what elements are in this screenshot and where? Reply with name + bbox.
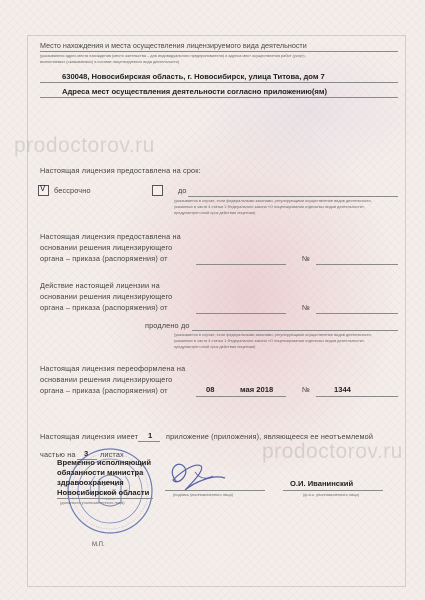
address-fine-print-1: (указываются адрес места нахождения (место жительства – для индивидуального предпринимателя) и адреса мест осуществления работ (услуг),: [40, 53, 306, 58]
sheets-count: 3: [84, 449, 89, 458]
address-fine-print-2: выполняемых (оказываемых) в составе лицензируемого вида деятельности): [40, 59, 180, 64]
reissued-date-line: [196, 396, 286, 397]
extended-number-sign: №: [302, 303, 310, 312]
name-caption: (ф.и.о. уполномоченного лица): [303, 492, 359, 497]
option-indefinite: бессрочно: [54, 186, 91, 195]
granted-number-sign: №: [302, 254, 310, 263]
signature-caption: (подпись уполномоченного лица): [173, 492, 233, 497]
appendix-count: 1: [148, 431, 153, 440]
granted-line-2: основании решения лицензирующего: [40, 243, 173, 252]
appendix-count-line: [138, 441, 160, 442]
extended-date-line: [196, 313, 286, 314]
term-fine-print-3: предусмотрен иной срок действия лицензии): [174, 210, 256, 215]
term-fine-print-2: указанных в части 4 статьи 1 Федерального закона «О лицензировании отдельных видов деятельности»,: [174, 204, 366, 209]
reissued-day: 08: [206, 385, 215, 394]
extended-fine-print-2: указанных в части 4 статьи 1 Федерального закона «О лицензировании отдельных видов деятельности»,: [174, 338, 366, 343]
until-checkbox: [152, 185, 163, 196]
granted-line-1: Настоящая лицензия предоставлена на: [40, 232, 181, 241]
term-until-line: [188, 196, 398, 197]
granted-line-3: органа – приказа (распоряжения) от: [40, 254, 168, 263]
main-address: 630048, Новосибирская область, г. Новосибирск, улица Титова, дом 7: [62, 72, 325, 81]
signatory-name-rule: [283, 490, 383, 491]
option-until: до: [178, 186, 187, 195]
addresses-note: Адреса мест осуществления деятельности согласно приложению(ям): [62, 87, 327, 96]
extended-line-3: органа – приказа (распоряжения) от: [40, 303, 168, 312]
reissued-line-3: органа – приказа (распоряжения) от: [40, 386, 168, 395]
appendix-text-before: Настоящая лицензия имеет: [40, 432, 139, 441]
granted-number-line: [316, 264, 398, 265]
extended-until-line: [192, 330, 398, 331]
position-line-2: обязанности министра: [57, 468, 144, 477]
extended-line-1: Действие настоящей лицензии на: [40, 281, 160, 290]
watermark-bottom: prodoctorov.ru: [262, 440, 403, 463]
position-line-3: здравоохранения: [57, 478, 124, 487]
reissued-line-2: основании решения лицензирующего: [40, 375, 173, 384]
position-line-rule: [57, 498, 153, 499]
extended-until-label: продлено до: [145, 321, 190, 330]
watermark-top: prodoctorov.ru: [14, 134, 155, 157]
signature-rule: [165, 490, 265, 491]
extended-fine-print-1: (указывается в случае, если федеральными законами, регулирующими осуществление видов деятельности,: [174, 332, 372, 337]
part-text: частью на: [40, 450, 76, 459]
extended-line-2: основании решения лицензирующего: [40, 292, 173, 301]
term-fine-print-1: (указывается в случае, если федеральными законами, регулирующими осуществление видов деятельности,: [174, 198, 372, 203]
reissued-line-1: Настоящая лицензия переоформлена на: [40, 364, 186, 373]
reissued-number-line: [316, 396, 398, 397]
address-heading: Место нахождения и места осуществления лицензируемого вида деятельности: [40, 41, 307, 50]
addresses-note-line: [40, 97, 398, 98]
extended-number-line: [316, 313, 398, 314]
reissued-month-year: мая 2018: [240, 385, 274, 394]
granted-date-line: [196, 264, 286, 265]
position-caption: (должность уполномоченного лица): [60, 500, 125, 505]
position-line-4: Новосибирской области: [57, 488, 150, 497]
indefinite-check-mark: V: [40, 184, 46, 193]
reissued-number-sign: №: [302, 385, 310, 394]
appendix-text-after: приложение (приложения), являющееся ее неотъемлемой: [166, 432, 374, 441]
position-line-1: Временно исполняющий: [57, 458, 152, 467]
term-label: Настоящая лицензия предоставлена на срок:: [40, 166, 201, 175]
sheets-word: листах: [100, 450, 124, 459]
extended-fine-print-3: предусмотрен иной срок действия лицензии): [174, 344, 256, 349]
signatory-name: О.И. Иванинский: [290, 479, 354, 488]
address-heading-line: [40, 51, 398, 52]
reissued-number: 1344: [334, 385, 351, 394]
main-address-line: [40, 82, 398, 83]
stamp-caption: М.П.: [92, 542, 105, 548]
